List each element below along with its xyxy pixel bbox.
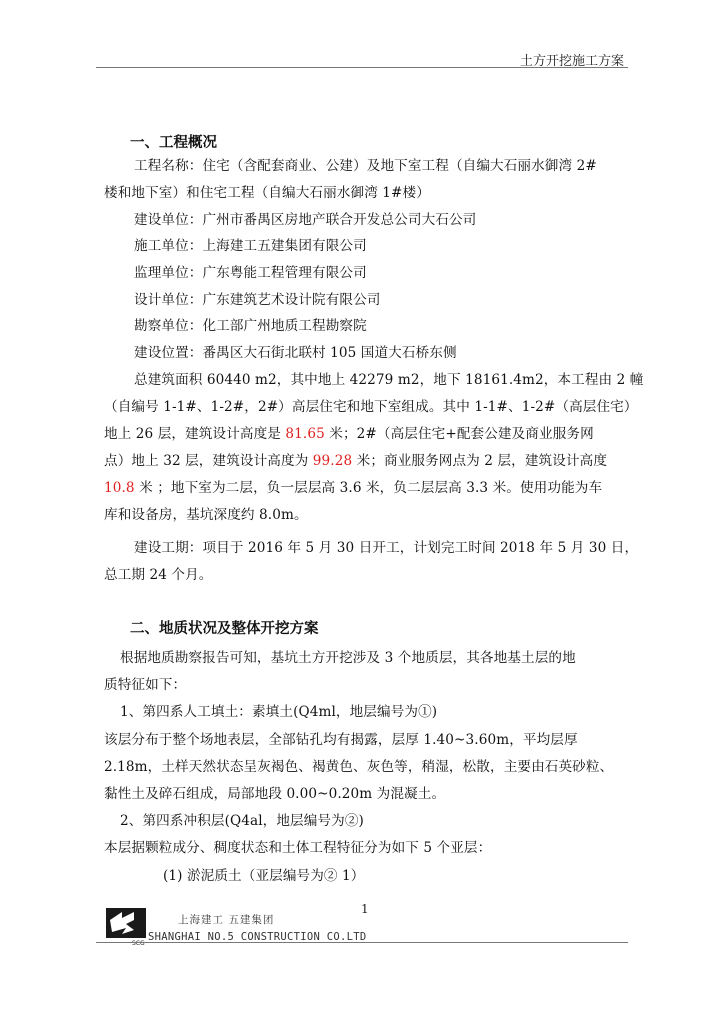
location-line: 建设位置：番禺区大石街北联村 105 国道大石桥东侧 bbox=[134, 345, 457, 361]
scg-logo-icon bbox=[104, 906, 148, 946]
footer-company-cn: 上海建工 五建集团 bbox=[178, 914, 275, 926]
designer-line: 设计单位：广东建筑艺术设计院有限公司 bbox=[134, 292, 381, 308]
owner-line: 建设单位：广州市番禺区房地产联合开发总公司大石公司 bbox=[134, 212, 477, 228]
layer1-line-2: 2.18m，土样天然状态呈灰褐色、褐黄色、灰色等，稍湿，松散，主要由石英砂粒、 bbox=[104, 759, 614, 775]
text-span: 米；商业服务网点为 2 层，建筑设计高度 bbox=[352, 453, 608, 469]
text-span: 米 ；地下室为二层，负一层层高 3.6 米，负二层层高 3.3 米。使用功能为车 bbox=[134, 480, 603, 496]
height-value-highlight: 10.8 bbox=[104, 480, 135, 496]
layer1-line-3: 黏性土及碎石组成，局部地段 0.00~0.20m 为混凝土。 bbox=[104, 786, 446, 802]
area-paragraph-line-4 bbox=[104, 451, 607, 471]
area-paragraph-line-2: （自编号 1-1#、1-2#，2#）高层住宅和地下室组成。其中 1-1#、1-2#（高层住宅） bbox=[104, 399, 638, 415]
project-name-line-2: 楼和地下室）和住宅工程（自编大石丽水御湾 1#楼） bbox=[104, 185, 430, 201]
footer-rule bbox=[96, 942, 628, 943]
layer1-line-1: 该层分布于整个场地表层，全部钻孔均有揭露，层厚 1.40~3.60m，平均层厚 bbox=[104, 732, 578, 748]
height-value-highlight: 99.28 bbox=[312, 453, 353, 469]
text-span: 点）地上 32 层，建筑设计高度为 bbox=[104, 453, 313, 469]
page-header-title: 土方开挖施工方案 bbox=[519, 54, 624, 69]
project-name-line-1: 工程名称：住宅（含配套商业、公建）及地下室工程（自编大石丽水御湾 2# bbox=[134, 158, 597, 174]
supervisor-line: 监理单位：广东粤能工程管理有限公司 bbox=[134, 265, 367, 281]
period-line-2: 总工期 24 个月。 bbox=[104, 567, 213, 583]
layer1-title: 1、第四系人工填土：素填土(Q4ml，地层编号为①) bbox=[120, 704, 438, 720]
text-span: 米；2#（高层住宅+配套公建及商业服务网 bbox=[324, 426, 594, 442]
contractor-line: 施工单位：上海建工五建集团有限公司 bbox=[134, 238, 367, 254]
section-heading-overview: 一、工程概况 bbox=[130, 134, 217, 151]
surveyor-line: 勘察单位：化工部广州地质工程勘察院 bbox=[134, 318, 367, 334]
height-value-highlight: 81.65 bbox=[285, 426, 325, 442]
geology-intro-line-1: 根据地质勘察报告可知，基坑土方开挖涉及 3 个地质层，其各地基土层的地 bbox=[120, 650, 576, 666]
footer-company-en: SHANGHAI NO.5 CONSTRUCTION CO.LTD bbox=[148, 931, 367, 943]
header-rule bbox=[96, 67, 628, 68]
layer2-title: 2、第四系冲积层(Q4al，地层编号为②) bbox=[120, 813, 364, 829]
section-heading-geology: 二、地质状况及整体开挖方案 bbox=[130, 620, 319, 637]
logo-text: SCG bbox=[132, 940, 145, 946]
layer2-line-1: 本层据颗粒成分、稠度状态和土体工程特征分为如下 5 个亚层： bbox=[104, 840, 492, 856]
area-paragraph-line-3 bbox=[104, 424, 594, 444]
sublayer-1-title: (1) 淤泥质土（亚层编号为② 1） bbox=[163, 868, 365, 884]
area-paragraph-line-6: 库和设备房，基坑深度约 8.0m。 bbox=[104, 507, 308, 523]
page-number: 1 bbox=[361, 902, 369, 916]
area-paragraph-line-1: 总建筑面积 60440 m2，其中地上 42279 m2，地下 18161.4m2，本工程由 2 幢 bbox=[134, 372, 644, 388]
text-span: 地上 26 层，建筑设计高度是 bbox=[104, 426, 286, 442]
area-paragraph-line-5 bbox=[104, 478, 602, 498]
period-line-1: 建设工期：项目于 2016 年 5 月 30 日开工，计划完工时间 2018 年 5 月 30 日， bbox=[134, 540, 639, 556]
geology-intro-line-2: 质特征如下： bbox=[104, 677, 187, 693]
